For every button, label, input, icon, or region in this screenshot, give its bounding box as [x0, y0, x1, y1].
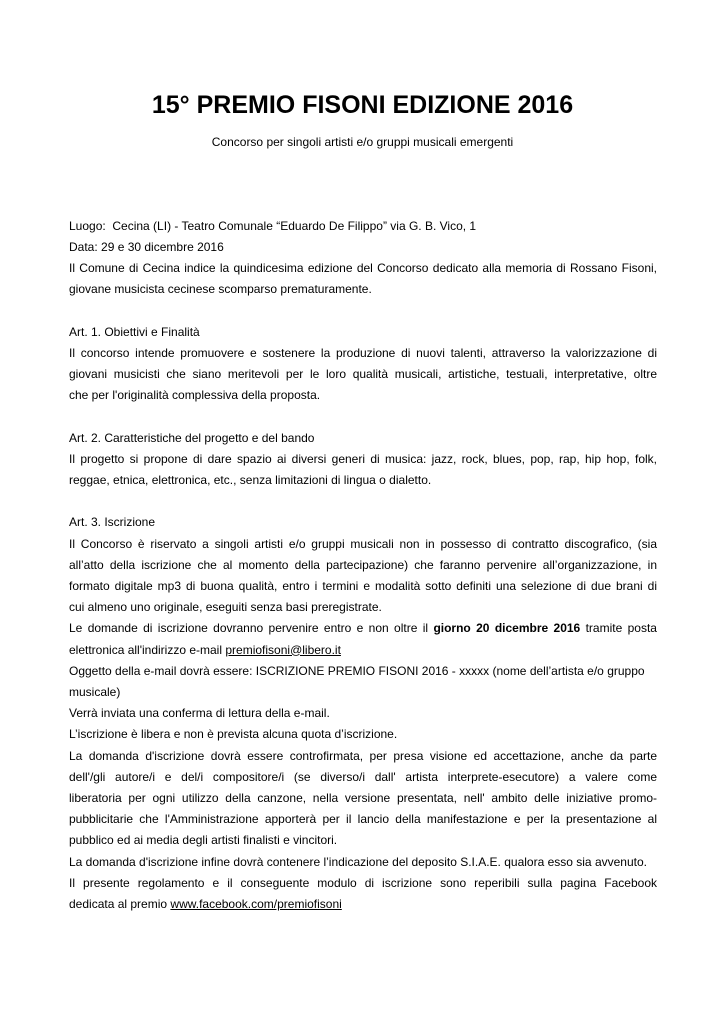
- facebook-link[interactable]: www.facebook.com/premiofisoni: [170, 896, 342, 911]
- document-subtitle: Concorso per singoli artisti e/o gruppi musicali emergenti: [211, 134, 514, 149]
- application-email-label: elettronica all'indirizzo e-mail: [69, 642, 223, 657]
- email-link[interactable]: premiofisoni@libero.it: [225, 642, 341, 657]
- siae-line: La domanda d'iscrizione infine dovrà contenere l’indicazione del deposito S.I.A.E. qualora esso sia avvenuto.: [69, 854, 647, 869]
- fee-line: L’iscrizione è libera e non è prevista alcuna quota d’iscrizione.: [69, 727, 398, 742]
- document-title: 15° PREMIO FISONI EDIZIONE 2016: [151, 91, 574, 119]
- confirmation-line: Verrà inviata una conferma di lettura della e-mail.: [69, 706, 330, 721]
- release-text-line: La domanda d'iscrizione dovrà essere controfirmata, per presa visione ed accettazione, anche da parte: [69, 748, 657, 763]
- requirements-text-line: Il Concorso è riservato a singoli artisti e/o gruppi musicali non in possesso di contratto discografico, (sia: [69, 536, 657, 551]
- article-1-text-line: Il concorso intende promuovere e sostenere la produzione di nuovi talenti, attraverso la valorizzazione di: [69, 345, 657, 360]
- requirements-text-line: cui almeno uno originale, eseguiti senza basi preregistrate.: [69, 600, 382, 615]
- intro-text-line: Il Comune di Cecina indice la quindicesima edizione del Concorso dedicato alla memoria di Rossano Fisoni,: [69, 260, 657, 275]
- requirements-text-line: all’atto della iscrizione che al momento della partecipazione) che faranno pervenire all’organizzazione, in: [69, 557, 657, 572]
- release-text-line: liberatoria per ogni utilizzo della canzone, nella versione presentata, nell' ambito delle iniziative promo-: [69, 790, 657, 805]
- document-body: [69, 216, 657, 916]
- article-2-heading: Art. 2. Caratteristiche del progetto e del bando: [69, 430, 315, 445]
- application-text-after: tramite posta: [585, 621, 657, 636]
- email-subject-line: Oggetto della e-mail dovrà essere: ISCRIZIONE PREMIO FISONI 2016 - xxxxx (nome dell’artista e/o gruppo: [69, 663, 645, 678]
- article-2-text-line: Il progetto si propone di dare spazio ai diversi generi di musica: jazz, rock, blues, pop, rap, hip hop, folk,: [69, 451, 657, 466]
- release-text-line: pubblicitarie che l'Amministrazione apporterà per il lancio della manifestazione e per la presentazione al: [69, 812, 657, 827]
- email-subject-line: musicale): [69, 684, 121, 699]
- article-2-text-line: reggae, etnica, elettronica, etc., senza limitazioni di lingua o dialetto.: [69, 472, 432, 487]
- rules-text-line: Il presente regolamento e il conseguente modulo di iscrizione sono reperibili sulla pagina Facebook: [69, 875, 657, 890]
- article-1-text-line: giovani musicisti che siano meritevoli per le loro qualità musicali, artistiche, testuali, interpretative, oltre: [69, 366, 657, 381]
- article-1-heading: Art. 1. Obiettivi e Finalità: [69, 324, 200, 339]
- article-3-section: [69, 512, 657, 915]
- application-text: Le domande di iscrizione dovranno pervenire entro e non oltre il: [69, 621, 429, 636]
- date-line: Data: 29 e 30 dicembre 2016: [69, 239, 224, 254]
- application-text-line: [69, 618, 657, 639]
- application-text-line: [69, 640, 657, 661]
- venue-line: Luogo: Cecina (LI) - Teatro Comunale “Eduardo De Filippo” via G. B. Vico, 1: [69, 218, 477, 233]
- article-1-text-line: che per l'originalità complessiva della proposta.: [69, 388, 321, 403]
- article-1-section: [69, 322, 657, 407]
- intro-text-line: giovane musicista cecinese scomparso prematuramente.: [69, 282, 372, 297]
- requirements-text-line: formato digitale mp3 di buona qualità, entro i termini e modalità sotto definiti una selezione di due brani di: [69, 578, 657, 593]
- article-2-section: [69, 428, 657, 492]
- rules-link-label: dedicata al premio: [69, 896, 168, 911]
- deadline-text: giorno 20 dicembre 2016: [433, 621, 581, 636]
- intro-section: [69, 216, 657, 301]
- release-text-line: dell'/gli autore/i e del/i compositore/i (se diverso/i dall' artista interprete-esecutore) a valere come: [69, 769, 657, 784]
- release-text-line: pubblico ed ai media degli artisti finalisti e vincitori.: [69, 833, 338, 848]
- article-3-heading: Art. 3. Iscrizione: [69, 515, 156, 530]
- rules-text-line: [69, 894, 657, 915]
